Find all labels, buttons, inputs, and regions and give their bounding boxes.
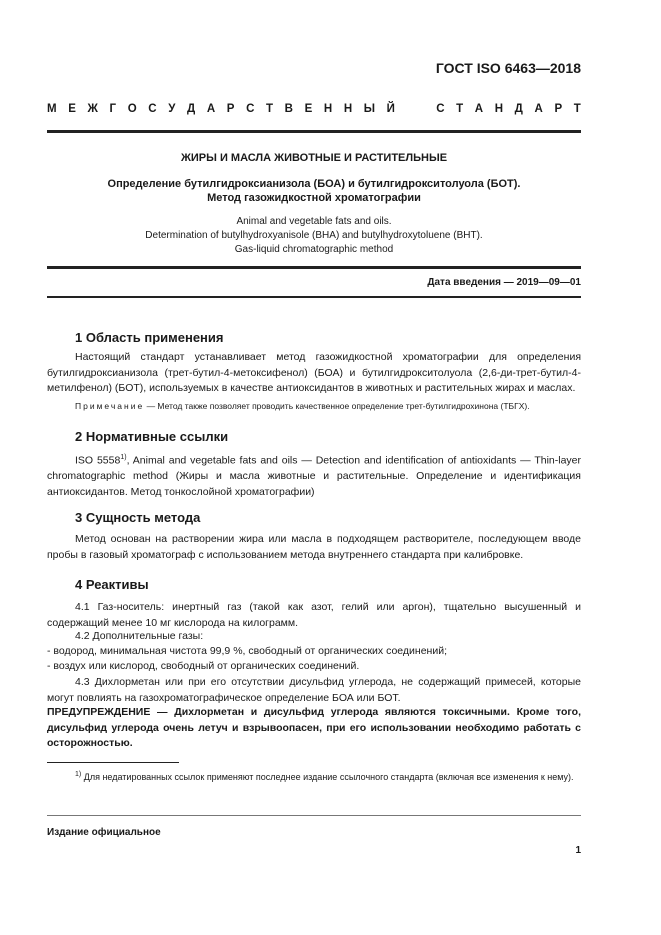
section-1-heading: 1 Область применения <box>75 330 224 345</box>
footer-rule <box>47 815 581 816</box>
banner-letter: В <box>284 103 293 115</box>
banner-letter: Т <box>266 103 274 115</box>
banner-letter: У <box>168 103 176 115</box>
banner-letter: Т <box>573 103 581 115</box>
date-rule <box>47 296 581 298</box>
official-edition-label: Издание официальное <box>47 827 161 838</box>
section-4-2-paragraph: 4.2 Дополнительные газы: <box>75 630 204 642</box>
standard-code: ГОСТ ISO 6463—2018 <box>435 60 581 76</box>
section-4-2-item-air: - воздух или кислород, свободный от органических соединений. <box>47 660 360 672</box>
banner-letter: Т <box>456 103 464 115</box>
banner-letter <box>407 103 410 115</box>
section-2-heading: 2 Нормативные ссылки <box>75 429 229 444</box>
banner-letter: Р <box>554 103 563 115</box>
banner-letter: А <box>534 103 543 115</box>
banner-letter: С <box>148 103 157 115</box>
banner-letter: Н <box>323 103 333 115</box>
banner-letter: О <box>127 103 137 115</box>
effective-date: Дата введения — 2019—09—01 <box>427 277 581 288</box>
section-4-2-item-hydrogen: - водород, минимальная чистота 99,9 %, свободный от органических соединений; <box>47 645 447 657</box>
interstate-standard-banner <box>47 103 581 115</box>
section-1-paragraph: Настоящий стандарт устанавливает метод газожидкостной хроматографии для определения бутилгидроксианизола (трет-бутил-4-метоксифенол) (БОА) и бутилгидрокситолуола (2,6-ди-трет-бутил-4-метилфенол) (БОТ), используемых в качестве антиоксидантов в животных и растительных жирах и маслах. <box>47 351 581 394</box>
title-rule <box>47 266 581 269</box>
english-title-1: Animal and vegetable fats and oils. <box>236 216 392 227</box>
section-4-3-paragraph: 4.3 Дихлорметан или при его отсутствии дисульфид углерода, не содержащий примесей, которые могут повлиять на газохроматографическое определение БОА или БОТ. <box>47 676 581 704</box>
footnote-rule <box>47 762 179 763</box>
document-title: ЖИРЫ И МАСЛА ЖИВОТНЫЕ И РАСТИТЕЛЬНЫЕ <box>180 152 448 164</box>
banner-letter: А <box>474 103 484 115</box>
banner-letter: Н <box>494 103 504 115</box>
english-title-3: Gas-liquid chromatographic method <box>234 244 394 255</box>
english-title-2: Determination of butylhydroxyanisole (BHA) and butylhydroxytoluene (BHT). <box>145 230 483 241</box>
document-subtitle-1: Определение бутилгидроксианизола (БОА) и бутилгидрокситолуола (БОТ). <box>107 178 521 190</box>
banner-letter: Е <box>68 103 76 115</box>
header-rule <box>47 130 581 133</box>
section-4-heading: 4 Реактивы <box>75 577 149 592</box>
banner-letter <box>421 103 424 115</box>
banner-letter: Д <box>187 103 196 115</box>
footnote: $^{1)}$ Для недатированных ссылок применяют последнее издание ссылочного стандарта (включая все изменения к нему). <box>75 771 574 782</box>
warning-paragraph: ПРЕДУПРЕЖДЕНИЕ — Дихлорметан и дисульфид углерода являются токсичными. Кроме того, дисульфид углерода очень летуч и взрывоопасен, при его использовании необходимо работать с осторожностью. <box>47 706 581 749</box>
section-4-1-paragraph: 4.1 Газ-носитель: инертный газ (такой как азот, гелий или аргон), тщательно высушенный и содержащий менее 10 мг кислорода на килограмм. <box>47 601 581 629</box>
banner-letter: Ы <box>363 103 376 115</box>
banner-letter: М <box>47 103 57 115</box>
banner-letter: Г <box>109 103 117 115</box>
banner-letter: Н <box>343 103 353 115</box>
section-2-reference: ISO 5558$^{1)}$, Animal and vegetable fats and oils — Detection and identification of antioxidants — Thin-layer chromatographic method (Жиры и масла животные и растительные. Определение и идентификация антиоксидантов. Метод тонкослойной хроматографии) <box>47 454 581 498</box>
section-3-paragraph: Метод основан на растворении жира или масла в подходящем растворителе, последующем вводе пробы в газовый хроматограф с использованием метода внутреннего стандарта при калибровке. <box>47 533 581 561</box>
banner-letter: Р <box>226 103 235 115</box>
banner-letter: Е <box>304 103 313 115</box>
section-1-note: Примечание — Метод также позволяет проводить качественное определение трет-бутилгидрохинона (ТБГХ). <box>75 401 530 411</box>
banner-letter: С <box>436 103 445 115</box>
banner-letter: Й <box>386 103 395 115</box>
banner-letter: С <box>246 103 255 115</box>
page-number: 1 <box>575 845 581 856</box>
banner-letter: Ж <box>87 103 98 115</box>
banner-letter: А <box>206 103 216 115</box>
document-subtitle-2: Метод газожидкостной хроматографии <box>207 192 421 204</box>
banner-letter: Д <box>514 103 523 115</box>
section-3-heading: 3 Сущность метода <box>75 510 201 525</box>
